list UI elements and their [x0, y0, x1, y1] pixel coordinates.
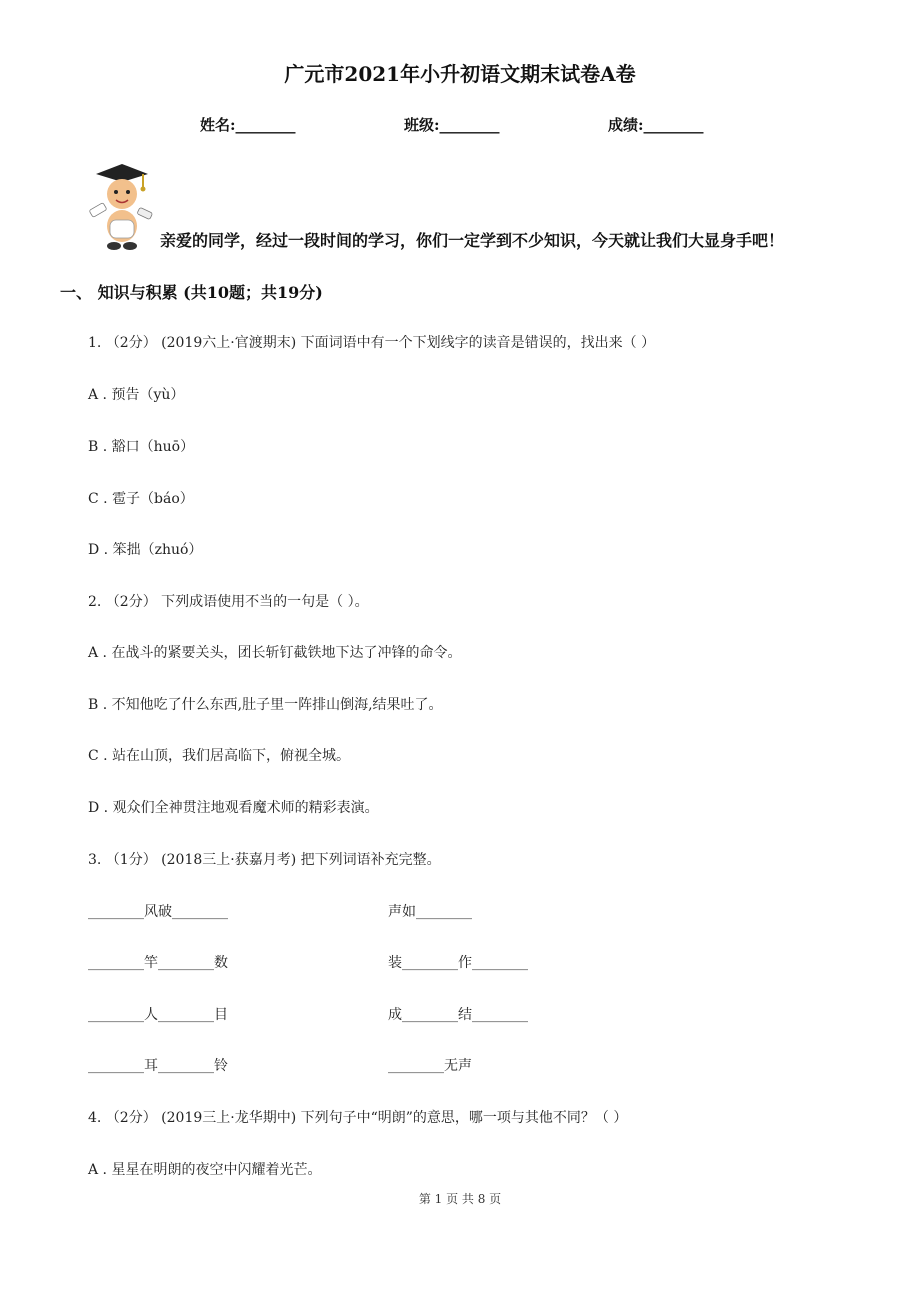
score-field: 成绩:________: [608, 116, 704, 134]
graduate-mascot-icon: [86, 160, 158, 252]
question-2-option-a: A . 在战斗的紧要关头，团长斩钉截铁地下达了冲锋的命令。: [88, 645, 462, 661]
question-4-option-a: A . 星星在明朗的夜空中闪耀着光芒。: [88, 1162, 322, 1178]
page-title: 广元市2021年小升初语文期末试卷A卷: [284, 62, 636, 86]
question-3-blank-right-2: 装________作________: [388, 955, 528, 971]
question-3-blank-left-3: ________人________目: [88, 1007, 228, 1023]
greeting-text: 亲爱的同学，经过一段时间的学习，你们一定学到不少知识，今天就让我们大显身手吧！: [160, 231, 785, 250]
question-1-option-d: D . 笨拙（zhuó）: [88, 542, 203, 558]
question-2-option-d: D . 观众们全神贯注地观看魔术师的精彩表演。: [88, 800, 379, 816]
page-footer: 第 1 页 共 8 页: [418, 1192, 502, 1206]
question-2-option-c: C . 站在山顶，我们居高临下，俯视全城。: [88, 748, 351, 764]
question-3-blank-right-4: ________无声: [388, 1058, 472, 1074]
question-1-stem: 1. （2分） (2019六上·官渡期末) 下面词语中有一个下划线字的读音是错误的，找出来（ ）: [88, 335, 656, 351]
question-3-blank-left-2: ________竿________数: [88, 955, 228, 971]
class-field: 班级:________: [404, 116, 500, 134]
section-heading: 一、 知识与积累 (共10题；共19分): [60, 283, 323, 302]
question-3-blank-right-3: 成________结________: [388, 1007, 528, 1023]
question-3-blank-left-1: ________风破________: [88, 904, 228, 920]
question-3-blank-right-1: 声如________: [388, 904, 472, 920]
question-3-stem: 3. （1分） (2018三上·获嘉月考) 把下列词语补充完整。: [88, 852, 441, 868]
question-1-option-b: B . 豁口（huō）: [88, 439, 195, 455]
question-1-option-c: C . 雹子（báo）: [88, 491, 194, 507]
question-2-stem: 2. （2分） 下列成语使用不当的一句是（ ）。: [88, 594, 369, 610]
question-3-blank-left-4: ________耳________铃: [88, 1058, 228, 1074]
question-2-option-b: B . 不知他吃了什么东西,肚子里一阵排山倒海,结果吐了。: [88, 697, 443, 713]
question-1-option-a: A . 预告（yù）: [88, 387, 185, 403]
name-field: 姓名:________: [200, 116, 296, 134]
question-4-stem: 4. （2分） (2019三上·龙华期中) 下列句子中“明朗”的意思，哪一项与其他不同？（ ）: [88, 1110, 628, 1126]
